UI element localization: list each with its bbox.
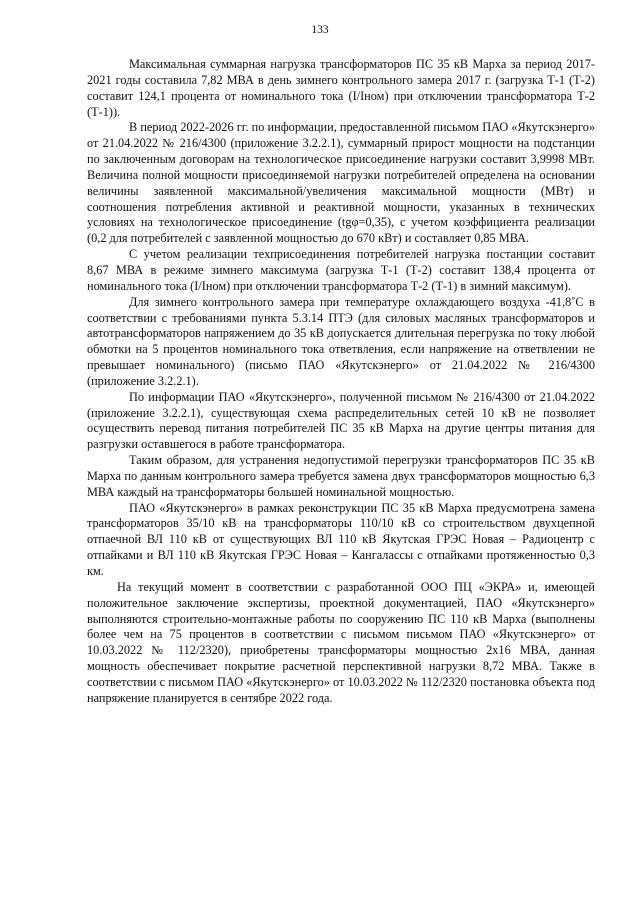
document-body [87, 57, 595, 707]
paragraph-1: Максимальная суммарная нагрузка трансформаторов ПС 35 кВ Марха за период 2017-2021 годы составила 7,82 МВА в день зимнего контрольного замера 2017 г. (загрузка Т-1 (Т-2) составит 124,1 процента от номинального тока (I/Iном) при отключении трансформатора Т-2 (Т-1)). [87, 57, 595, 119]
paragraph-8: На текущий момент в соответствии с разработанной ООО ПЦ «ЭКРА» и, имеющей положительное заключение экспертизы, проектной документацией, ПАО «Якутскэнерго» выполняются строительно-монтажные работы по сооружению ПС 110 кВ Марха (выполнены более чем на 75 процентов в соответствии с письмом письмом ПАО «Якутскэнерго» от 10.03.2022 № 112/2320), приобретены трансформаторы мощностью 2х16 МВА, данная мощность обеспечивает покрытие расчетной перспективной нагрузки 8,72 МВА. Также в соответствии с письмом ПАО «Якутскэнерго» от 10.03.2022 № 112/2320 постановка объекта под напряжение планируется в сентябре 2022 года. [87, 579, 595, 705]
paragraph-6: Таким образом, для устранения недопустимой перегрузки трансформаторов ПС 35 кВ Марха по данным контрольного замера требуется замена двух трансформаторов мощностью 6,3 МВА каждый на трансформаторы большей номинальной мощностью. [87, 453, 595, 499]
paragraph-3: С учетом реализации техприсоединения потребителей нагрузка постанции составит 8,67 МВА в режиме зимнего максимума (загрузка Т-1 (Т-2) составит 138,4 процента от номинального тока (I/Iном) при отключении трансформатора Т-2 (Т-1) в зимний максимум). [87, 247, 595, 293]
paragraph-4: Для зимнего контрольного замера при температуре охлаждающего воздуха -41,8˚С в соответствии с требованиями пункта 5.3.14 ПТЭ (для силовых масляных трансформаторов и автотрансформаторов напряжением до 35 кВ допускается длительная перегрузка по току любой обмотки на 5 процентов номинального тока ответвления, если напряжение на ответвлении не превышает номинального) (письмо ПАО «Якутскэнерго» от 21.04.2022 № 216/4300 (приложение 3.2.2.1). [87, 294, 595, 388]
page-number: 133 [311, 24, 329, 36]
paragraph-7: ПАО «Якутскэнерго» в рамках реконструкции ПС 35 кВ Марха предусмотрена замена трансформаторов 35/10 кВ на трансформаторы 110/10 кВ со строительством двухцепной отпаечной ВЛ 110 кВ от существующих ВЛ 110 кВ Якутская ГРЭС Новая – Радиоцентр с отпайками и ВЛ 110 кВ Якутская ГРЭС Новая – Кангалассы с отпайками протяженностью 0,3 км. [87, 500, 595, 578]
paragraph-5: По информации ПАО «Якутскэнерго», полученной письмом № 216/4300 от 21.04.2022 (приложение 3.2.2.1), существующая схема распределительных сетей 10 кВ не позволяет осуществить перевод питания потребителей ПС 35 кВ Марха на другие центры питания для разгрузки оставшегося в работе трансформатора. [87, 389, 595, 452]
paragraph-2: В период 2022-2026 гг. по информации, предоставленной письмом ПАО «Якутскэнерго» от 21.04.2022 № 216/4300 (приложение 3.2.2.1), суммарный прирост мощности на подстанции по заключенным договорам на технологическое присоединение нагрузки составит 3,9998 МВт. Величина полной мощности присоединяемой нагрузки потребителей определена на основании величины заявленной максимальной/увеличения максимальной мощности (МВт) и соотношения потребления активной и реактивной мощности, указанных в технических условиях на технологическое присоединение (tgφ=0,35), с учетом коэффициента реализации (0,2 для потребителей с заявленной мощностью до 670 кВт) и составляет 0,85 МВА. [87, 120, 595, 246]
